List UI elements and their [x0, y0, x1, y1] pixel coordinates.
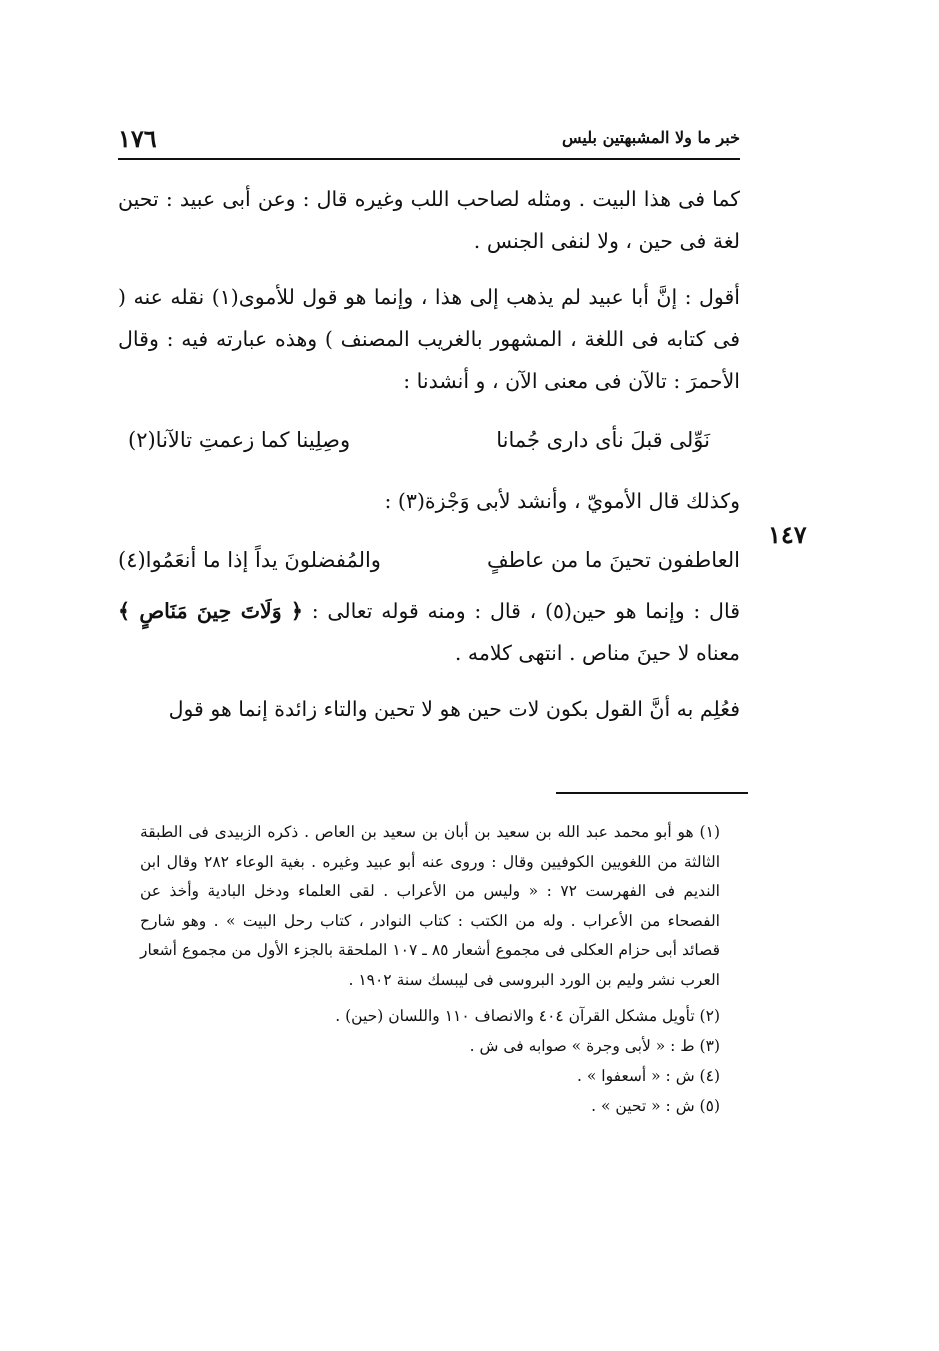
running-title: خبر ما ولا المشبهتين بليس	[562, 128, 740, 147]
paragraph-1: كما فى هذا البيت . ومثله لصاحب اللب وغيره قال : وعن أبى عبيد : تحين لغة فى حين ، ولا لنفى الجنس .	[118, 187, 740, 253]
paragraph-2: أقول : إنَّ أبا عبيد لم يذهب إلى هذا ، وإنما هو قول للأموى(١) نقله عنه ( فى كتابه فى اللغة ، المشهور بالغريب المصنف ) وهذه عبارته فيه : وقال الأحمرَ : تالآن فى معنى الآن ، و أنشدنا :	[118, 285, 740, 393]
verse-1	[118, 416, 740, 464]
verse-2-first-hemistich: العاطفون تحينَ ما من عاطفٍ	[486, 548, 740, 572]
quran-quote: ﴿ وَلَاتَ حِينَ مَنَاصٍ ﴾	[118, 599, 303, 623]
page-header	[118, 118, 740, 160]
verse-2	[118, 536, 740, 584]
paragraph-5: فعُلِم به أنَّ القول بكون لات حين هو لا تحين والتاء زائدة إنما هو قول	[168, 697, 740, 721]
footnote-separator	[556, 792, 748, 794]
main-text	[118, 178, 740, 744]
footnote-1: (١) هو أبو محمد عبد الله بن سعيد بن أبان بن سعيد بن العاص . ذكره الزبيدى فى الطبقة الثالثة من اللغويين الكوفيين وقال : وروى عنه أبو عبيد وغيره . بغية الوعاء ٢٨٢ وقال ابن النديم فى الفهرست ٧٢ : « وليس من الأعراب . لقى العلماء ودخل البادية وأخذ عن الفصحاء من الأعراب . وله من الكتب : كتاب النوادر ، كتاب رحل البيت » . وهو شارح قصائد أبى حزام العكلى فى مجموع أشعار ٨٥ ـ ١٠٧ الملحقة بالجزء الأول من مجموع أشعار العرب نشر وليم بن الورد البروسى فى ليبسك سنة ١٩٠٢ .	[140, 823, 720, 989]
margin-reference-number: ١٤٧	[768, 520, 807, 549]
paragraph-4	[118, 590, 740, 674]
footnote-5: (٥) ش : « تحين » .	[591, 1097, 720, 1115]
paragraph-3: وكذلك قال الأمويّ ، وأنشد لأبى وَجْزة(٣) :	[384, 489, 740, 513]
paragraph-4-prefix: قال : وإنما هو حين(٥) ، قال : ومنه قوله تعالى :	[311, 599, 740, 623]
verse-1-first-hemistich: نَوِّلى قبلَ نأى دارى جُمانا	[496, 428, 710, 452]
footnote-2: (٢) تأويل مشكل القرآن ٤٠٤ والانصاف ١١٠ واللسان (حين) .	[335, 1007, 720, 1025]
footnotes	[140, 818, 720, 1121]
paragraph-4-suffix: معناه لا حينَ مناص . انتهى كلامه .	[454, 641, 740, 665]
page-number: ١٧٦	[118, 124, 157, 153]
footnote-3: (٣) ط : « لأبى وجرة » صوابه فى ش .	[469, 1037, 720, 1055]
verse-2-second-hemistich: والمُفضلونَ يداً إذا ما أنعَمُوا(٤)	[118, 548, 381, 572]
footnote-4: (٤) ش : « أسعفوا » .	[577, 1067, 720, 1085]
verse-1-second-hemistich: وصِلِينا كما زعمتِ تالآنا(٢)	[128, 428, 351, 452]
